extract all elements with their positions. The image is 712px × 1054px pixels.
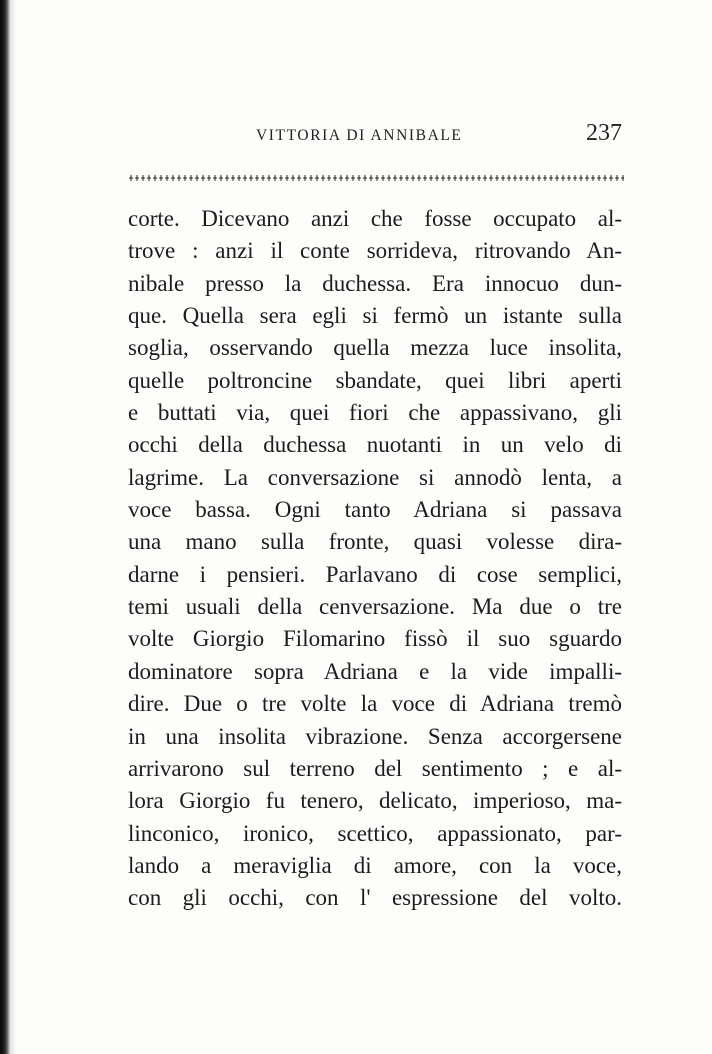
text-line: in una insolita vibrazione. Senza accorgersene <box>128 723 622 749</box>
text-line: nibale presso la duchessa. Era innocuo dun- <box>128 270 622 296</box>
text-line: volte Giorgio Filomarino fissò il suo sguardo <box>128 626 622 652</box>
binding-shadow <box>10 0 16 1054</box>
page-number: 237 <box>586 120 622 146</box>
text-line: trove : anzi il conte sorrideva, ritrovando An- <box>128 238 622 264</box>
text-line: corte. Dicevano anzi che fosse occupato al- <box>128 206 622 231</box>
text-line: soglia, osservando quella mezza luce insolita, <box>128 335 622 361</box>
text-line: temi usuali della cenversazione. Ma due o tre <box>128 594 622 620</box>
body-text <box>128 203 622 915</box>
binding-edge <box>0 0 10 1054</box>
text-line: arrivarono sul terreno del sentimento ; e al- <box>128 755 622 781</box>
running-head <box>128 120 622 150</box>
text-line: quelle poltroncine sbandate, quei libri aperti <box>128 367 622 393</box>
text-line: con gli occhi, con l' espressione del volto. <box>128 885 622 911</box>
text-line: e buttati via, quei fiori che appassivano, gli <box>128 400 622 426</box>
text-line: darne i pensieri. Parlavano di cose semplici, <box>128 561 622 587</box>
text-line: lando a meraviglia di amore, con la voce, <box>128 852 622 878</box>
text-line: lagrime. La conversazione si annodò lenta, a <box>128 464 622 490</box>
text-line: lora Giorgio fu tenero, delicato, imperioso, ma- <box>128 788 622 814</box>
text-line: que. Quella sera egli si fermò un istante sulla <box>128 303 622 329</box>
ornamental-rule <box>128 172 624 184</box>
text-line: occhi della duchessa nuotanti in un velo di <box>128 432 622 458</box>
text-line: linconico, ironico, scettico, appassionato, par- <box>128 820 622 846</box>
running-title: VITTORIA DI ANNIBALE <box>256 127 463 144</box>
text-line: una mano sulla fronte, quasi volesse dira- <box>128 529 622 555</box>
text-line: dominatore sopra Adriana e la vide impalli- <box>128 658 622 684</box>
text-line: voce bassa. Ogni tanto Adriana si passava <box>128 497 622 523</box>
text-line: dire. Due o tre volte la voce di Adriana tremò <box>128 691 622 717</box>
